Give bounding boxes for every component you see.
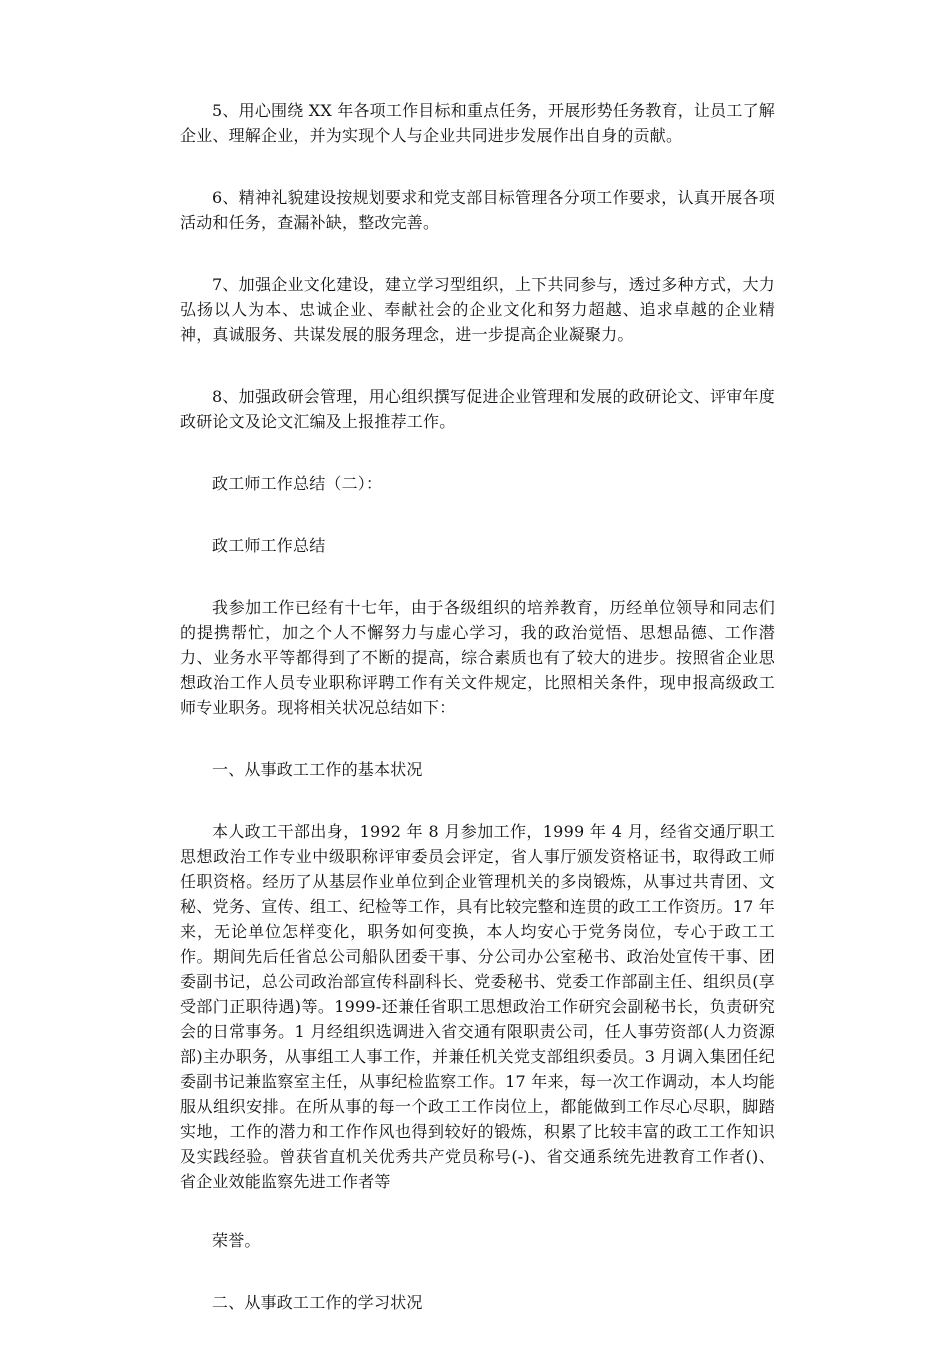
paragraph-item-5: 5、用心围绕 XX 年各项工作目标和重点任务，开展形势任务教育，让员工了解企业、理解企业，并为实现个人与企业共同进步发展作出自身的贡献。	[180, 101, 775, 145]
honor-continuation: 荣誉。	[212, 1231, 261, 1250]
paragraph-item-6: 6、精神礼貌建设按规划要求和党支部目标管理各分项工作要求，认真开展各项活动和任务，查漏补缺，整改完善。	[180, 188, 775, 232]
basic-status-paragraph: 本人政工干部出身，1992 年 8 月参加工作，1999 年 4 月，经省交通厅职工思想政治工作专业中级职称评审委员会评定，省人事厅颁发资格证书，取得政工师任职资格。经历了从基层作业单位到企业管理机关的多岗锻炼，从事过共青团、文秘、党务、宣传、组工、纪检等工作，具有比较完整和连贯的政工工作资历。17 年来，无论单位怎样变化，职务如何变换，本人均安心于党务岗位，专心于政工工作。期间先后任省总公司船队团委干事、分公司办公室秘书、政治处宣传干事、团委副书记，总公司政治部宣传科副科长、党委秘书、党委工作部副主任、组织员(享受部门正职待遇)等。1999-还兼任省职工思想政治工作研究会副秘书长，负责研究会的日常事务。1 月经组织选调进入省交通有限职责公司，任人事劳资部(人力资源部)主办职务，从事组工人事工作，并兼任机关党支部组织委员。3 月调入集团任纪委副书记兼监察室主任，从事纪检监察工作。17 年来，每一次工作调动，本人均能服从组织安排。在所从事的每一个政工工作岗位上，都能做到工作尽心尽职，脚踏实地，工作的潜力和工作作风也得到较好的锻炼，积累了比较丰富的政工工作知识及实践经验。曾获省直机关优秀共产党员称号(-)、省交通系统先进教育工作者()、省企业效能监察先进工作者等	[180, 822, 775, 1191]
section-heading-part-two: 政工师工作总结（二）：	[212, 474, 383, 493]
section-heading-study-status: 二、从事政工工作的学习状况	[212, 1293, 423, 1312]
intro-paragraph: 我参加工作已经有十七年，由于各级组织的培养教育，历经单位领导和同志们的提携帮忙，加之个人不懈努力与虚心学习，我的政治觉悟、思想品德、工作潜力、业务水平等都得到了不断的提高，综合素质也有了较大的进步。按照省企业思想政治工作人员专业职称评聘工作有关文件规定，比照相关条件，现申报高级政工师专业职务。现将相关状况总结如下：	[180, 598, 775, 717]
paragraph-item-7: 7、加强企业文化建设，建立学习型组织，上下共同参与，透过多种方式，大力弘扬以人为本、忠诚企业、奉献社会的企业文化和努力超越、追求卓越的企业精神，真诚服务、共谋发展的服务理念，进一步提高企业凝聚力。	[180, 275, 775, 344]
paragraph-item-8: 8、加强政研会管理，用心组织撰写促进企业管理和发展的政研论文、评审年度政研论文及论文汇编及上报推荐工作。	[180, 387, 775, 431]
document-body	[180, 98, 775, 1352]
section-heading-basic-status: 一、从事政工工作的基本状况	[212, 760, 423, 779]
document-title: 政工师工作总结	[212, 536, 326, 555]
